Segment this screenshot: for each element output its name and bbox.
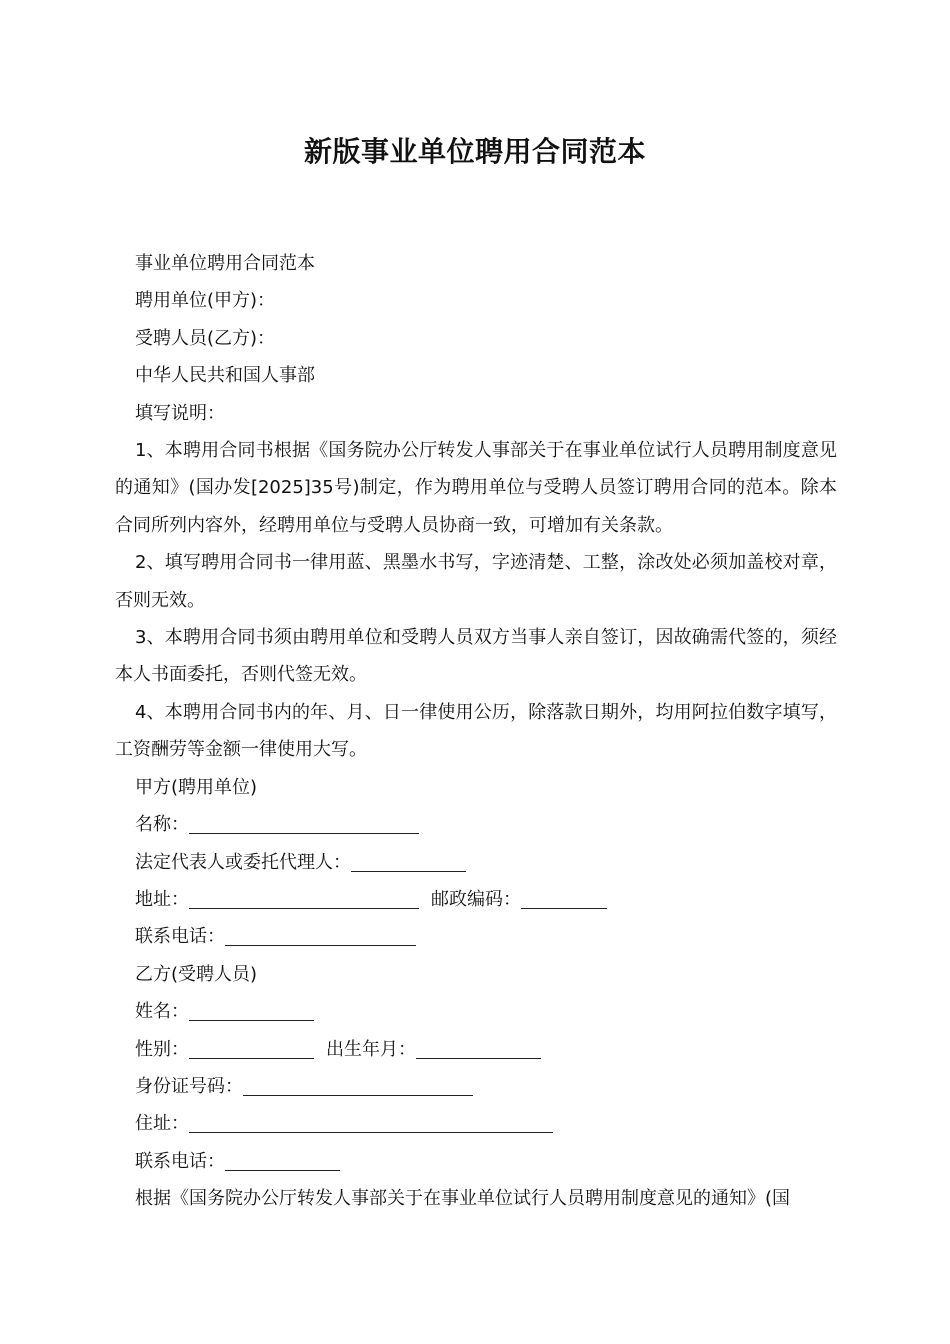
- party-b-heading: 乙方(受聘人员): [135, 963, 258, 985]
- a-postcode-label: 邮政编码：: [431, 888, 521, 910]
- b-address-label: 住址：: [135, 1113, 189, 1135]
- b-phone-row: [115, 1143, 837, 1180]
- a-phone-blank[interactable]: [225, 923, 416, 946]
- a-address-blank[interactable]: [189, 886, 419, 909]
- instruction-4: 4、本聘用合同书内的年、月、日一律使用公历，除落款日期外，均用阿拉伯数字填写，工资酬劳等金额一律使用大写。: [115, 701, 837, 761]
- b-address-row: [115, 1105, 837, 1142]
- b-gender-label: 性别：: [135, 1038, 189, 1060]
- b-id-blank[interactable]: [243, 1073, 473, 1096]
- party-a-heading: 甲方(聘用单位): [135, 776, 258, 798]
- a-address-label: 地址：: [135, 888, 189, 910]
- b-gender-blank[interactable]: [189, 1036, 314, 1059]
- a-phone-label: 联系电话：: [135, 926, 225, 948]
- document-body: [115, 245, 837, 1218]
- b-name-blank[interactable]: [189, 998, 314, 1021]
- b-phone-blank[interactable]: [225, 1148, 340, 1171]
- b-phone-label: 联系电话：: [135, 1150, 225, 1172]
- b-name-row: [115, 993, 837, 1030]
- instruction-1: 1、本聘用合同书根据《国务院办公厅转发人事部关于在事业单位试行人员聘用制度意见的通知》(国办发[2025]35号)制定，作为聘用单位与受聘人员签订聘用合同的范本。除本合同所列内容外，经聘用单位与受聘人员协商一致，可增加有关条款。: [115, 440, 837, 536]
- party-a-label: 聘用单位(甲方)：: [135, 290, 276, 312]
- b-address-blank[interactable]: [189, 1110, 553, 1133]
- b-birth-blank[interactable]: [416, 1036, 541, 1059]
- a-rep-blank[interactable]: [351, 849, 466, 872]
- party-b-label: 受聘人员(乙方)：: [135, 327, 276, 349]
- b-gender-birth-row: [115, 1031, 837, 1068]
- a-name-label: 名称：: [135, 814, 189, 836]
- a-phone-row: [115, 918, 837, 955]
- a-address-row: [115, 881, 837, 918]
- a-postcode-blank[interactable]: [521, 886, 607, 909]
- document-title: 新版事业单位聘用合同范本: [303, 135, 646, 168]
- issuer-line: 中华人民共和国人事部: [135, 365, 315, 387]
- a-name-blank[interactable]: [189, 811, 419, 834]
- instruction-2: 2、填写聘用合同书一律用蓝、黑墨水书写，字迹清楚、工整，涂改处必须加盖校对章，否则无效。: [115, 552, 837, 611]
- a-name-row: [115, 806, 837, 843]
- b-id-label: 身份证号码：: [135, 1075, 243, 1097]
- a-rep-row: [115, 844, 837, 881]
- instruction-3: 3、本聘用合同书须由聘用单位和受聘人员双方当事人亲自签订，因故确需代签的，须经本人书面委托，否则代签无效。: [115, 627, 837, 686]
- doc-subtitle: 事业单位聘用合同范本: [135, 253, 315, 274]
- a-rep-label: 法定代表人或委托代理人：: [135, 851, 351, 873]
- b-birth-label: 出生年月：: [326, 1038, 416, 1060]
- b-name-label: 姓名：: [135, 1001, 189, 1023]
- instructions-heading: 填写说明：: [135, 402, 225, 424]
- closing-line: 根据《国务院办公厅转发人事部关于在事业单位试行人员聘用制度意见的通知》(国: [135, 1188, 791, 1210]
- b-id-row: [115, 1068, 837, 1105]
